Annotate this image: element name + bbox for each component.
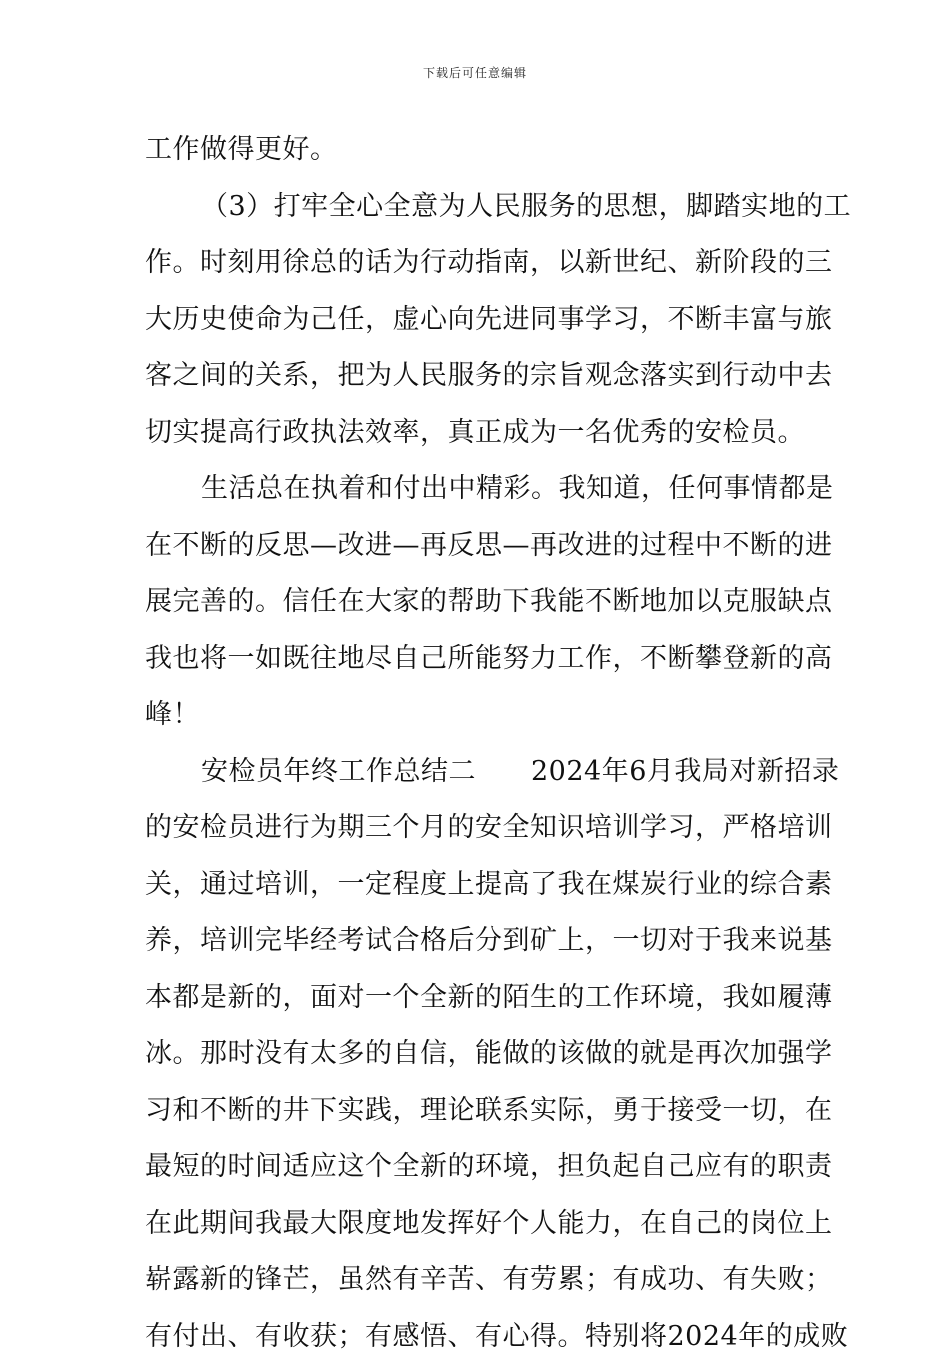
text-line: 大历史使命为己任，虚心向先进同事学习，不断丰富与旅	[145, 292, 807, 349]
text-line: 关，通过培训，一定程度上提高了我在煤炭行业的综合素	[145, 857, 807, 914]
document-body	[145, 122, 807, 1365]
text-line: （3）打牢全心全意为人民服务的思想，脚踏实地的工	[145, 179, 807, 236]
text-line: 在此期间我最大限度地发挥好个人能力，在自己的岗位上	[145, 1196, 807, 1253]
text-line: 的安检员进行为期三个月的安全知识培训学习，严格培训	[145, 800, 807, 857]
text-line: 客之间的关系，把为人民服务的宗旨观念落实到行动中去	[145, 348, 807, 405]
text-line: 养，培训完毕经考试合格后分到矿上，一切对于我来说基	[145, 913, 807, 970]
text-line: 在不断的反思—改进—再反思—再改进的过程中不断的进	[145, 518, 807, 575]
text-line: 作。时刻用徐总的话为行动指南，以新世纪、新阶段的三	[145, 235, 807, 292]
text-line: 我也将一如既往地尽自己所能努力工作，不断攀登新的高	[145, 631, 807, 688]
text-line: 峰！	[145, 687, 807, 744]
text-line: 冰。那时没有太多的自信，能做的该做的就是再次加强学	[145, 1026, 807, 1083]
text-line: 有付出、有收获；有感悟、有心得。特别将2024年的成败	[145, 1309, 807, 1365]
text-line: 本都是新的，面对一个全新的陌生的工作环境，我如履薄	[145, 970, 807, 1027]
text-line: 切实提高行政执法效率，真正成为一名优秀的安检员。	[145, 405, 807, 462]
text-line: 工作做得更好。	[145, 122, 807, 179]
text-line: 最短的时间适应这个全新的环境，担负起自己应有的职责	[145, 1139, 807, 1196]
text-line: 展完善的。信任在大家的帮助下我能不断地加以克服缺点	[145, 574, 807, 631]
text-line: 习和不断的井下实践，理论联系实际，勇于接受一切，在	[145, 1083, 807, 1140]
text-line: 崭露新的锋芒，虽然有辛苦、有劳累；有成功、有失败；	[145, 1252, 807, 1309]
page-header-note: 下载后可任意编辑	[0, 64, 950, 81]
text-line: 安检员年终工作总结二 2024年6月我局对新招录	[145, 744, 807, 801]
text-line: 生活总在执着和付出中精彩。我知道，任何事情都是	[145, 461, 807, 518]
